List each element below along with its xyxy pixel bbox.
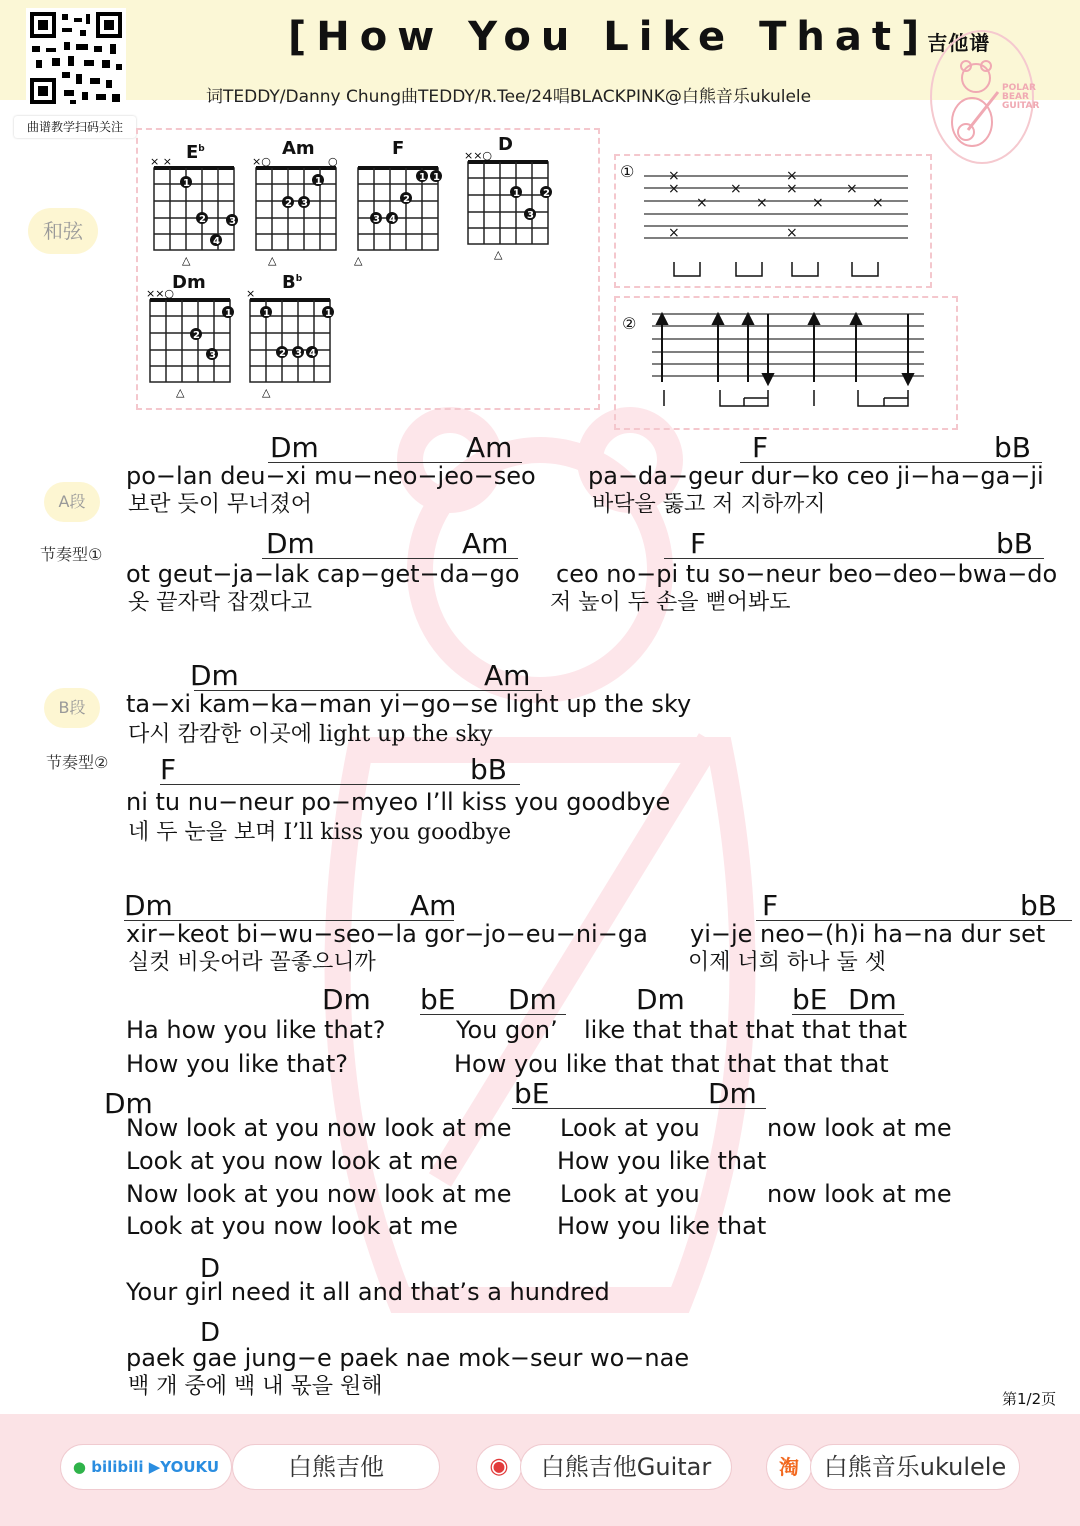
svg-text:△: △ <box>494 248 503 261</box>
rhythm-number-2: ② <box>622 314 637 333</box>
chord-name-eb-flat: b <box>198 144 205 154</box>
svg-text:××○: ××○ <box>146 287 175 300</box>
chip-section-a: A段 <box>44 482 100 522</box>
chord-name-eb-root: E <box>186 142 199 163</box>
svg-text:1: 1 <box>315 176 322 187</box>
lyric-l6-e: How you like that that that that that <box>454 1050 889 1078</box>
lyric-l4: ni tu nu−neur po−myeo I’ll kiss you goodbye <box>126 788 671 816</box>
chord-l3-1: Dm <box>190 659 239 692</box>
chord-grid-d <box>464 150 552 261</box>
chord-l9-1: D <box>200 1318 221 1348</box>
svg-text:3: 3 <box>209 350 216 361</box>
lyric-l8: Your girl need it all and that’s a hundred <box>126 1278 610 1306</box>
title-suffix: 吉他谱 <box>927 31 991 55</box>
svg-text:1: 1 <box>325 308 332 319</box>
svg-text:× ×: × × <box>150 155 172 168</box>
lyric-l7-r4-a: Look at you now look at me <box>126 1212 458 1240</box>
svg-text:1: 1 <box>513 188 520 199</box>
svg-text:3: 3 <box>527 210 534 221</box>
korean-l3: 다시 캄캄한 이곳에 light up the sky <box>128 722 493 747</box>
chord-l1-3: F <box>752 431 769 464</box>
lyric-l3: ta−xi kam−ka−man yi−go−se light up the sky <box>126 690 692 718</box>
svg-text:4: 4 <box>309 348 316 359</box>
svg-text:××○: ××○ <box>464 150 493 162</box>
svg-text:×: × <box>786 181 798 197</box>
lyric-l5-a: xir−keot bi−wu−seo−la gor−jo−eu−ni−ga <box>126 920 648 948</box>
svg-text:2: 2 <box>403 194 410 205</box>
svg-text:2: 2 <box>193 330 200 341</box>
chord-l5-2: Am <box>410 889 457 922</box>
svg-text:4: 4 <box>389 214 396 225</box>
svg-text:1: 1 <box>433 172 440 183</box>
chord-l6-3: Dm <box>508 983 557 1016</box>
svg-text:2: 2 <box>543 188 550 199</box>
korean-l4: 네 두 눈을 보며 I’ll kiss you goodbye <box>128 820 512 845</box>
lyric-l1-a: po−lan deu−xi mu−neo−jeo−seo <box>126 462 536 490</box>
chord-grids <box>140 150 600 406</box>
chord-l7-3: Dm <box>708 1077 757 1110</box>
svg-text:2: 2 <box>199 214 206 225</box>
footer-link-weibo[interactable]: 白熊吉他Guitar <box>520 1444 732 1490</box>
lyric-l6-c: like that that that that that <box>584 1016 907 1044</box>
svg-text:1: 1 <box>225 308 232 319</box>
chord-underline <box>792 1014 904 1015</box>
svg-text:△: △ <box>182 254 191 267</box>
taobao-icon[interactable]: 淘 <box>766 1444 812 1490</box>
lyric-l7-r3-a: Now look at you now look at me <box>126 1180 512 1208</box>
svg-text:×: × <box>846 181 858 197</box>
lyric-l2-a: ot geut−ja−lak cap−get−da−go <box>126 560 520 588</box>
svg-text:3: 3 <box>301 198 308 209</box>
chip-section-b: B段 <box>44 688 100 728</box>
svg-text:×: × <box>696 195 708 211</box>
lyric-l2-b: ceo no−pi tu so−neur beo−deo−bwa−do <box>556 560 1058 588</box>
svg-text:2: 2 <box>279 348 286 359</box>
svg-text:×: × <box>756 195 768 211</box>
chord-l2-3: F <box>690 527 707 560</box>
chord-l6-1: Dm <box>322 983 371 1016</box>
lyric-l1-b: pa−da−geur dur−ko ceo ji−ha−ga−ji <box>588 462 1044 490</box>
svg-text:△: △ <box>176 386 185 399</box>
chord-l7-2: bE <box>514 1077 550 1110</box>
korean-l9: 백 개 중에 백 내 몫을 원해 <box>128 1374 383 1399</box>
page-number: 第1/2页 <box>1002 1390 1057 1408</box>
chord-l1-4: bB <box>994 431 1031 464</box>
chord-l1-1: Dm <box>270 431 319 464</box>
chord-l6-4: Dm <box>636 983 685 1016</box>
lyric-l7-r3-b: Look at you <box>560 1180 700 1208</box>
wechat-icon: ● <box>72 1458 86 1476</box>
svg-text:×: × <box>668 225 680 241</box>
chord-grid-dm <box>146 287 234 399</box>
rhythm-staff-2 <box>648 306 928 416</box>
chord-name-am: Am <box>282 138 315 159</box>
song-title <box>288 14 990 60</box>
korean-l2-a: 옷 끝자락 잡겠다고 <box>128 590 313 615</box>
chord-l6-5: bE <box>792 983 828 1016</box>
chord-grid-f <box>354 168 442 267</box>
chord-name-bb-flat: b <box>295 274 303 284</box>
rhythm-staff-1 <box>640 168 920 278</box>
chord-l5-4: bB <box>1020 889 1057 922</box>
chord-l4-1: F <box>160 753 177 786</box>
svg-text:×: × <box>786 225 798 241</box>
lyric-l7-r1-c: now look at me <box>767 1114 952 1142</box>
qr-caption: 曲谱教学扫码关注 <box>14 116 136 138</box>
korean-l5-a: 실컷 비웃어라 꼴좋으니까 <box>128 950 376 975</box>
chord-l7-1: Dm <box>104 1087 153 1120</box>
weibo-icon[interactable]: ◉ <box>476 1444 522 1490</box>
svg-text:○: ○ <box>328 155 338 168</box>
korean-l5-b: 이제 너희 하나 둘 셋 <box>688 950 886 975</box>
chord-underline <box>160 784 520 785</box>
lyric-l7-r3-c: now look at me <box>767 1180 952 1208</box>
svg-text:×: × <box>812 195 824 211</box>
credits: 词TEDDY/Danny Chung曲TEDDY/R.Tee/24唱BLACKPINK@白熊音乐ukulele <box>206 87 812 107</box>
chord-grid-am <box>252 155 338 267</box>
chord-l8-1: D <box>200 1254 221 1284</box>
logo-text: POLAR BEAR GUITAR <box>1002 83 1040 111</box>
svg-text:3: 3 <box>295 348 302 359</box>
chord-l2-2: Am <box>462 527 509 560</box>
chord-l2-4: bB <box>996 527 1033 560</box>
chord-l2-1: Dm <box>266 527 315 560</box>
video-platforms-badge[interactable] <box>60 1444 232 1490</box>
svg-text:1: 1 <box>183 178 190 189</box>
chord-underline <box>512 1108 766 1109</box>
rhythm-number-1: ① <box>620 162 635 181</box>
chord-name-bb-root: B <box>282 272 296 293</box>
lyric-l7-r4-b: How you like that <box>557 1212 767 1240</box>
title-text: [How You Like That] <box>288 14 930 60</box>
lyric-l6-a: Ha how you like that? <box>126 1016 386 1044</box>
korean-l1-b: 바닥을 뚫고 저 지하까지 <box>592 492 826 517</box>
lyric-l7-r2-b: How you like that <box>557 1147 767 1175</box>
chord-grid-bb <box>246 287 334 399</box>
svg-text:×: × <box>668 168 680 184</box>
qr-code[interactable] <box>26 8 126 108</box>
svg-text:×○: ×○ <box>252 155 271 168</box>
svg-text:4: 4 <box>213 236 220 247</box>
svg-text:×: × <box>246 287 256 300</box>
svg-text:2: 2 <box>285 198 292 209</box>
svg-text:△: △ <box>354 254 363 267</box>
lyric-l7-r2-a: Look at you now look at me <box>126 1147 458 1175</box>
chord-l1-2: Am <box>466 431 513 464</box>
bear-watermark-icon <box>240 400 800 1400</box>
lyric-l9: paek gae jung−e paek nae mok−seur wo−nae <box>126 1344 690 1372</box>
chord-l6-6: Dm <box>848 983 897 1016</box>
svg-text:△: △ <box>262 386 271 399</box>
svg-text:×: × <box>730 181 742 197</box>
svg-text:3: 3 <box>229 216 236 227</box>
chord-l5-1: Dm <box>124 889 173 922</box>
svg-text:3: 3 <box>373 214 380 225</box>
footer-link-baixiong-guitar[interactable]: 白熊吉他 <box>232 1444 440 1490</box>
chord-underline <box>262 558 518 559</box>
chord-grid-eb <box>150 155 238 267</box>
lyric-l5-b: yi−je neo−(h)i ha−na dur set <box>690 920 1046 948</box>
svg-text:×: × <box>668 181 680 197</box>
chord-name-d: D <box>498 134 513 155</box>
footer-link-taobao[interactable]: 白熊音乐ukulele <box>810 1444 1020 1490</box>
chord-underline <box>420 1014 566 1015</box>
korean-l2-b: 저 높이 두 손을 뻗어봐도 <box>550 590 791 615</box>
chord-underline <box>664 558 1044 559</box>
lyric-l7-r1-b: Look at you <box>560 1114 700 1142</box>
chord-name-dm: Dm <box>172 272 206 293</box>
svg-text:1: 1 <box>419 172 426 183</box>
chip-chords: 和弦 <box>28 208 98 254</box>
chord-name-f: F <box>392 138 405 159</box>
chord-l4-2: bB <box>470 753 507 786</box>
svg-text:×: × <box>872 195 884 211</box>
svg-text:1: 1 <box>263 308 270 319</box>
platforms-text: bilibili ▶YOUKU <box>91 1458 220 1476</box>
svg-text:×: × <box>786 168 798 184</box>
lyric-l7-r1-a: Now look at you now look at me <box>126 1114 512 1142</box>
chord-l6-2: bE <box>420 983 456 1016</box>
lyric-l6-b: You gon’ <box>456 1016 558 1044</box>
svg-text:△: △ <box>268 254 277 267</box>
chord-l5-3: F <box>762 889 779 922</box>
korean-l1-a: 보란 듯이 무너졌어 <box>128 492 313 517</box>
polar-bear-guitar-logo <box>930 30 1040 164</box>
chord-l3-2: Am <box>484 659 531 692</box>
lyric-l6-d: How you like that? <box>126 1050 348 1078</box>
rhythm-label-1: 节奏型① <box>40 545 103 564</box>
rhythm-label-2: 节奏型② <box>46 753 109 772</box>
